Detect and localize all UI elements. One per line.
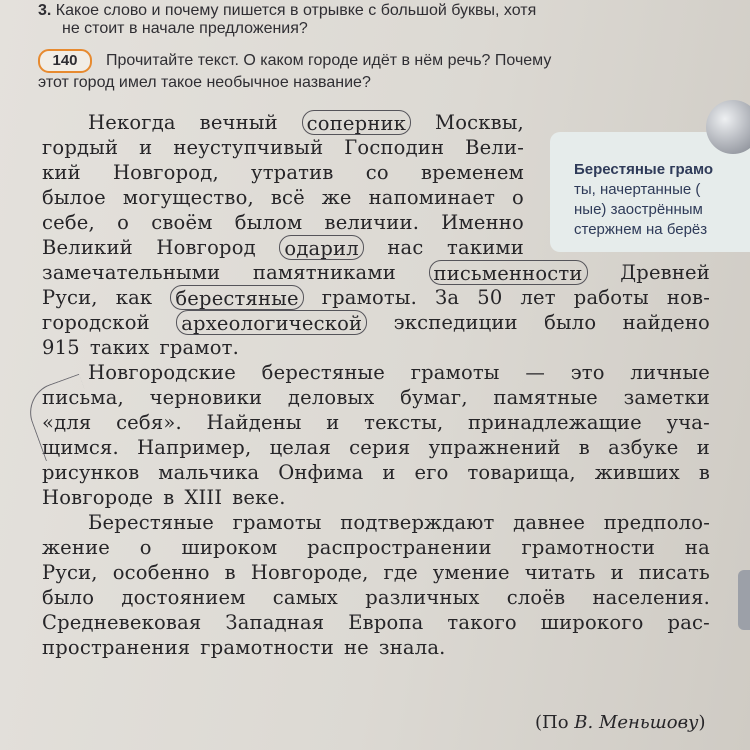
text-word: «для <box>42 411 92 434</box>
text-word: рас- <box>667 611 710 634</box>
text-word: Найдены <box>206 411 302 434</box>
text-line <box>42 110 524 135</box>
text-word: умение <box>432 561 510 584</box>
text-word: берестяные <box>170 285 303 310</box>
page-edge-tab <box>738 570 750 630</box>
text-word: давнее <box>513 511 586 534</box>
sidebar-term: Берестяные грамо <box>574 161 714 178</box>
text-word: как <box>115 286 153 309</box>
text-line <box>42 260 710 285</box>
text-word: писать <box>638 561 710 584</box>
text-word: в <box>578 436 590 459</box>
text-word: такими <box>447 236 524 259</box>
text-word: уча- <box>666 411 710 434</box>
text-word: былое <box>42 186 106 209</box>
text-word: черновики <box>149 386 263 409</box>
text-word: тексты, <box>364 411 444 434</box>
task-3 <box>38 2 718 38</box>
text-word: себе, <box>42 211 95 234</box>
text-word: принадлежащие <box>468 411 642 434</box>
text-word: вечный <box>199 111 278 134</box>
text-line <box>42 585 710 610</box>
text-word: о <box>139 536 152 559</box>
task-3-line-2: не стоит в начале предложения? <box>62 20 308 37</box>
text-line <box>42 235 524 260</box>
text-word: былом <box>234 211 303 234</box>
text-word: личные <box>630 361 710 384</box>
text-word: берестяные <box>261 361 386 384</box>
text-word: Новгород <box>156 236 256 259</box>
text-word: населения. <box>592 586 710 609</box>
task-140-badge: 140 <box>38 49 92 73</box>
text-word: мальчика <box>158 461 260 484</box>
text-line <box>42 160 524 185</box>
text-word: и <box>139 136 153 159</box>
author-name: В. Меньшову <box>574 712 699 733</box>
text-word: Древней <box>620 261 710 284</box>
text-word: кий <box>42 161 81 184</box>
task-3-number: 3. <box>38 2 52 19</box>
text-word: 915 <box>42 336 80 359</box>
text-word: Новгороде, <box>250 561 369 584</box>
text-word: письменности <box>429 260 588 285</box>
text-word: городской <box>42 311 150 334</box>
text-word: Западная <box>225 611 325 634</box>
sidebar-line: ные) заострённым <box>574 201 703 218</box>
text-word: — <box>525 361 546 384</box>
text-word: XIII <box>184 486 223 509</box>
text-word: Великий <box>42 236 133 259</box>
task-3-line-1: Какое слово и почему пишется в отрывке с большой буквы, хотя <box>55 2 537 19</box>
text-word: Новгородские <box>88 361 236 384</box>
text-word: и <box>696 436 710 459</box>
text-word: соперник <box>302 110 411 135</box>
text-word: грамот. <box>159 336 240 359</box>
author-attribution <box>535 712 706 733</box>
text-word: Вели- <box>465 136 524 159</box>
text-word: письма, <box>42 386 124 409</box>
text-word: где <box>383 561 418 584</box>
text-line <box>42 310 710 335</box>
author-prefix: (По <box>535 712 575 733</box>
text-word: Средневековая <box>42 611 202 634</box>
text-line <box>42 510 710 535</box>
text-word: заметки <box>623 386 710 409</box>
text-word: нас <box>387 236 424 259</box>
main-text <box>42 110 710 660</box>
text-word: это <box>570 361 605 384</box>
text-word: в <box>224 561 236 584</box>
text-word: найдено <box>622 311 710 334</box>
text-word: различных <box>365 586 480 609</box>
sidebar-line: ты, начертанные ( <box>574 181 701 198</box>
text-word: и <box>326 411 340 434</box>
text-word: грамоты <box>410 361 500 384</box>
text-word: самых <box>272 586 338 609</box>
text-word: же <box>321 186 352 209</box>
text-word: лет <box>520 286 556 309</box>
text-word: веке. <box>232 486 286 509</box>
text-word: Берестяные <box>88 511 214 534</box>
text-word: серия <box>349 436 411 459</box>
text-word: Новгород, <box>112 161 219 184</box>
text-word: За <box>435 286 460 309</box>
text-word: широкого <box>540 611 644 634</box>
text-word: всё <box>270 186 305 209</box>
text-word: грамоты <box>232 511 322 534</box>
text-word: Руси, <box>42 561 98 584</box>
text-word: утратив <box>251 161 334 184</box>
text-line <box>42 435 710 460</box>
text-word: и <box>610 561 624 584</box>
text-line <box>42 185 524 210</box>
text-word: распространении <box>307 536 492 559</box>
text-word: бумаг, <box>400 386 468 409</box>
text-word: Именно <box>441 211 524 234</box>
text-word: одарил <box>279 235 363 260</box>
text-word: азбуке <box>608 436 679 459</box>
text-line <box>42 135 524 160</box>
text-word: слоёв <box>506 586 566 609</box>
text-word: себя». <box>116 411 182 434</box>
text-word: таких <box>89 336 150 359</box>
text-word: знала. <box>378 636 446 659</box>
text-word: грамотности <box>200 636 334 659</box>
text-word: подтверждают <box>340 511 495 534</box>
text-word: живших <box>594 461 680 484</box>
text-word: читать <box>524 561 596 584</box>
text-line <box>42 285 710 310</box>
text-line <box>42 385 710 410</box>
text-word: Европа <box>348 611 424 634</box>
text-word: предполо- <box>603 511 710 534</box>
text-word: нов- <box>666 286 710 309</box>
text-word: и <box>382 461 396 484</box>
text-word: памятниками <box>252 261 396 284</box>
text-word: со <box>365 161 389 184</box>
text-line <box>42 485 710 510</box>
text-line <box>42 560 710 585</box>
text-word: неуступчивый <box>173 136 324 159</box>
text-line <box>42 635 710 660</box>
text-line <box>42 210 524 235</box>
text-word: на <box>684 536 710 559</box>
text-word: экспедиции <box>393 311 518 334</box>
text-word: Москвы, <box>435 111 524 134</box>
text-word: в <box>163 486 175 509</box>
text-word: о <box>511 186 524 209</box>
text-word: величии. <box>324 211 420 234</box>
text-word: Руси, <box>42 286 98 309</box>
text-word: такого <box>447 611 517 634</box>
text-word: Господин <box>344 136 445 159</box>
text-word: товарища, <box>467 461 576 484</box>
text-word: 50 <box>477 286 503 309</box>
text-word: грамотности <box>521 536 656 559</box>
text-line <box>42 360 710 385</box>
text-word: было <box>544 311 597 334</box>
text-line <box>42 410 710 435</box>
text-line <box>42 535 710 560</box>
text-word: памятные <box>493 386 598 409</box>
sidebar-line: стержнем на берёз <box>574 221 708 238</box>
text-word: достоянием <box>121 586 246 609</box>
text-word: широком <box>181 536 278 559</box>
text-word: гордый <box>42 136 119 159</box>
task-140 <box>38 51 718 92</box>
text-line <box>42 460 710 485</box>
text-word: целая <box>269 436 331 459</box>
text-word: временем <box>420 161 524 184</box>
text-word: грамоты. <box>321 286 418 309</box>
text-word: упражнений <box>428 436 561 459</box>
text-word: в <box>698 461 710 484</box>
text-word: замечательными <box>42 261 221 284</box>
text-word: Некогда <box>88 111 176 134</box>
text-word: Новгороде <box>42 486 154 509</box>
text-word: не <box>343 636 369 659</box>
text-line <box>42 610 710 635</box>
text-word: особенно <box>112 561 210 584</box>
text-word: жение <box>42 536 111 559</box>
text-word: своём <box>151 211 213 234</box>
text-word: могущество, <box>122 186 254 209</box>
text-word: деловых <box>287 386 375 409</box>
text-word: напоминает <box>368 186 496 209</box>
text-word: его <box>414 461 449 484</box>
text-word: археологической <box>176 310 367 335</box>
author-suffix: ) <box>698 712 706 733</box>
text-word: рисунков <box>42 461 140 484</box>
text-word: было <box>42 586 95 609</box>
text-word: Например, <box>137 436 252 459</box>
text-word: Онфима <box>278 461 364 484</box>
text-line <box>42 335 710 360</box>
text-word: пространения <box>42 636 191 659</box>
task-140-line-2: этот город имел такое необычное название? <box>38 74 371 91</box>
text-word: о <box>117 211 130 234</box>
text-word: щимся. <box>42 436 119 459</box>
text-word: работы <box>573 286 649 309</box>
task-140-line-1: Прочитайте текст. О каком городе идёт в нём речь? Почему <box>106 52 552 69</box>
